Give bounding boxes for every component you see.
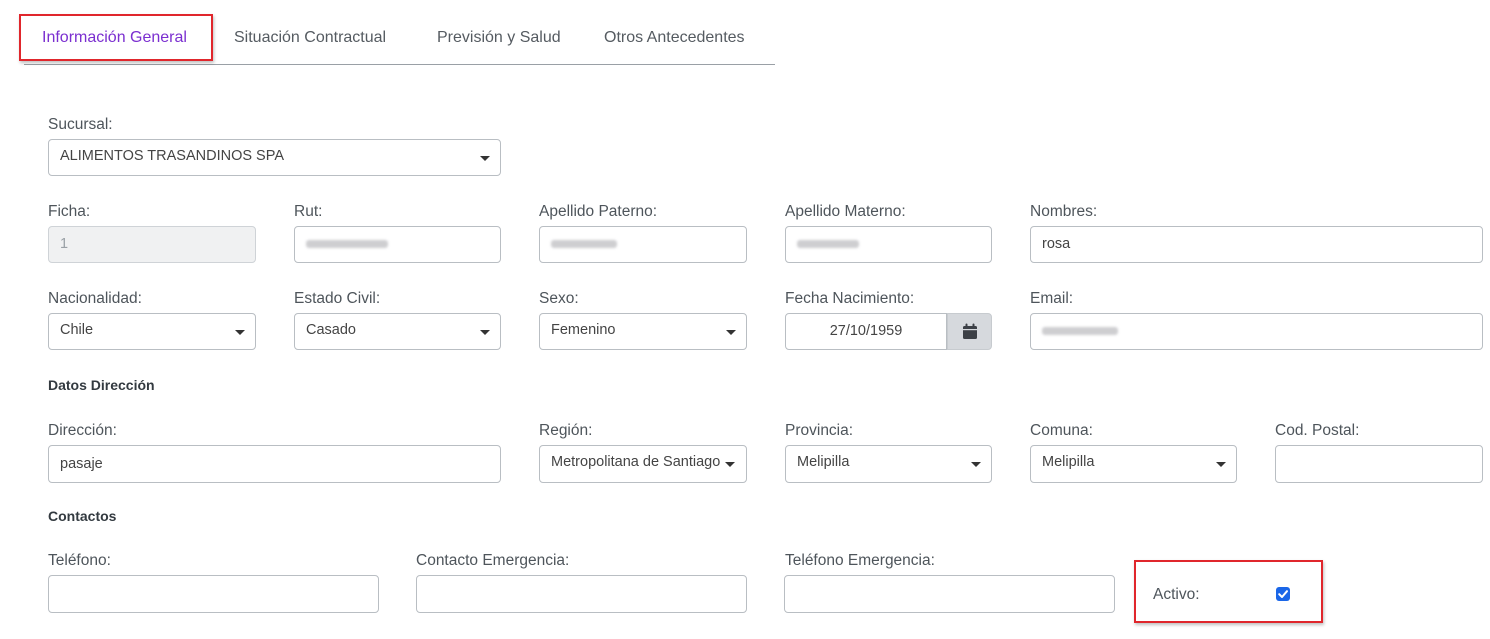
activo-label: Activo:	[1153, 586, 1200, 603]
estado-civil-select[interactable]	[294, 313, 501, 350]
tab-prevision-y-salud[interactable]: Previsión y Salud	[437, 29, 561, 46]
nacionalidad-label: Nacionalidad:	[48, 290, 142, 307]
nombres-field[interactable]: rosa	[1030, 226, 1483, 263]
apellido-materno-label: Apellido Materno:	[785, 203, 906, 220]
region-select[interactable]	[539, 445, 747, 483]
telefono-emergencia-label: Teléfono Emergencia:	[785, 552, 935, 569]
cod-postal-field[interactable]	[1275, 445, 1483, 483]
nombres-label: Nombres:	[1030, 203, 1098, 220]
chevron-down-icon	[725, 462, 735, 467]
fecha-nacimiento-label: Fecha Nacimiento:	[785, 290, 915, 307]
nacionalidad-select[interactable]	[48, 313, 256, 350]
provincia-select[interactable]	[785, 445, 992, 483]
chevron-down-icon	[235, 330, 245, 335]
check-icon	[1276, 587, 1290, 601]
sexo-label: Sexo:	[539, 290, 579, 307]
email-blurred-value	[1042, 327, 1118, 335]
apellido-materno-field[interactable]	[785, 226, 992, 263]
email-field[interactable]	[1030, 313, 1483, 350]
ficha-field: 1	[48, 226, 256, 263]
cod-postal-label: Cod. Postal:	[1275, 422, 1360, 439]
chevron-down-icon	[480, 156, 490, 161]
tab-situacion-contractual[interactable]: Situación Contractual	[234, 29, 387, 46]
sucursal-value: ALIMENTOS TRASANDINOS SPA	[60, 148, 284, 164]
provincia-value: Melipilla	[797, 454, 850, 470]
region-value: Metropolitana de Santiago	[551, 454, 721, 470]
nacionalidad-value: Chile	[60, 322, 94, 338]
rut-field[interactable]	[294, 226, 501, 263]
provincia-label: Provincia:	[785, 422, 854, 439]
rut-blurred-value	[306, 240, 388, 248]
chevron-down-icon	[971, 462, 981, 467]
rut-label: Rut:	[294, 203, 323, 220]
sexo-value: Femenino	[551, 322, 616, 338]
direccion-label: Dirección:	[48, 422, 117, 439]
tab-informacion-general[interactable]: Información General	[42, 29, 187, 46]
ficha-label: Ficha:	[48, 203, 91, 220]
chevron-down-icon	[1216, 462, 1226, 467]
contacto-emergencia-label: Contacto Emergencia:	[416, 552, 570, 569]
email-label: Email:	[1030, 290, 1074, 307]
estado-civil-value: Casado	[306, 322, 356, 338]
apellido-paterno-field[interactable]	[539, 226, 747, 263]
telefono-emergencia-field[interactable]	[784, 575, 1115, 613]
chevron-down-icon	[480, 330, 490, 335]
calendar-button[interactable]	[947, 313, 992, 350]
chevron-down-icon	[726, 330, 736, 335]
fecha-nacimiento-field[interactable]: 27/10/1959	[785, 313, 947, 350]
direccion-field[interactable]: pasaje	[48, 445, 501, 483]
telefono-field[interactable]	[48, 575, 379, 613]
sexo-select[interactable]	[539, 313, 747, 350]
activo-checkbox[interactable]	[1276, 587, 1290, 601]
comuna-label: Comuna:	[1030, 422, 1093, 439]
comuna-select[interactable]	[1030, 445, 1237, 483]
apellido-paterno-blurred-value	[551, 240, 617, 248]
contactos-heading: Contactos	[48, 508, 117, 524]
comuna-value: Melipilla	[1042, 454, 1095, 470]
sucursal-label: Sucursal:	[48, 116, 113, 133]
telefono-label: Teléfono:	[48, 552, 111, 569]
apellido-paterno-label: Apellido Paterno:	[539, 203, 658, 220]
apellido-materno-blurred-value	[797, 240, 859, 248]
sucursal-select[interactable]	[48, 139, 501, 176]
estado-civil-label: Estado Civil:	[294, 290, 381, 307]
active-tab-highlight	[19, 14, 213, 61]
contacto-emergencia-field[interactable]	[416, 575, 747, 613]
calendar-icon	[962, 323, 978, 340]
region-label: Región:	[539, 422, 593, 439]
tab-otros-antecedentes[interactable]: Otros Antecedentes	[604, 29, 745, 46]
datos-direccion-heading: Datos Dirección	[48, 377, 155, 393]
